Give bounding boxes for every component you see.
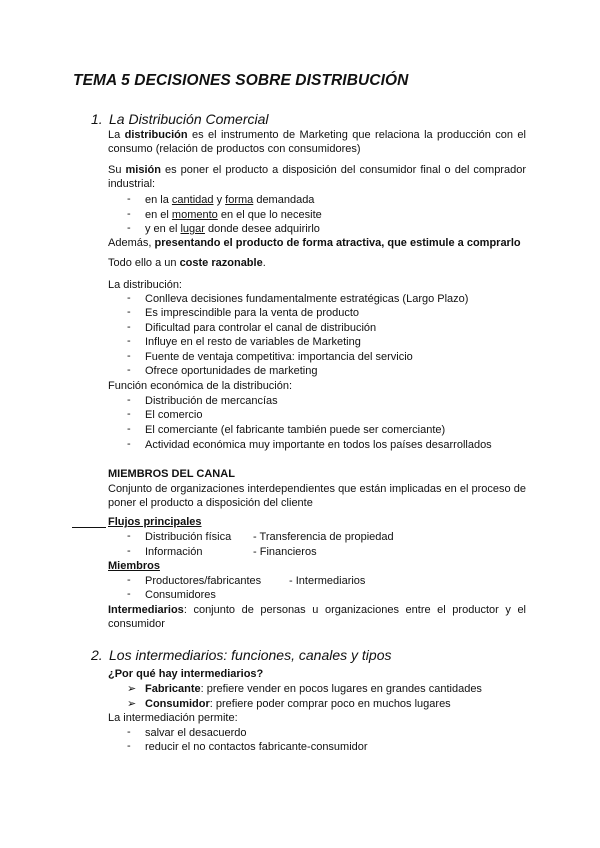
section-2-heading: Los intermediarios: funciones, canales y tipos <box>109 647 392 663</box>
funcion-item: Actividad económica muy importante en todos los países desarrollados <box>145 439 492 451</box>
funcion-item: El comercio <box>145 409 203 421</box>
mision-item: y en el lugar donde desee adquirirlo <box>145 223 320 235</box>
section-2-number: 2. <box>91 647 103 663</box>
miembros-item: Productores/fabricantes <box>145 575 262 587</box>
dash-bullet: - <box>127 306 131 318</box>
intermediarios-question: ¿Por qué hay intermediarios? <box>108 668 264 680</box>
flujos-underline-lead <box>72 527 106 528</box>
dash-bullet: - <box>127 545 131 557</box>
arrow-item: Fabricante: prefiere vender en pocos lugares en grandes cantidades <box>145 683 482 695</box>
distribucion-item: Conlleva decisiones fundamentalmente estratégicas (Largo Plazo) <box>145 293 469 305</box>
dash-bullet: - <box>127 222 131 234</box>
funcion-item: El comerciante (el fabricante también puede ser comerciante) <box>145 424 446 436</box>
flujos-item: - Financieros <box>253 546 317 558</box>
miembros-heading: MIEMBROS DEL CANAL <box>108 468 235 480</box>
dash-bullet: - <box>127 208 131 220</box>
dash-bullet: - <box>127 350 131 362</box>
funcion-item: Distribución de mercancías <box>145 395 278 407</box>
distribucion-item: Influye en el resto de variables de Marketing <box>145 336 361 348</box>
dash-bullet: - <box>127 740 131 752</box>
flujos-item: - Transferencia de propiedad <box>253 531 394 543</box>
miembros-subheading: Miembros <box>108 560 160 572</box>
dash-bullet: - <box>127 394 131 406</box>
flujos-item: Distribución física <box>145 531 232 543</box>
dash-bullet: - <box>127 321 131 333</box>
mision-item: en la cantidad y forma demandada <box>145 194 315 206</box>
funcion-intro: Función económica de la distribución: <box>108 380 293 392</box>
arrow-bullet-icon: ➢ <box>127 698 137 710</box>
flujos-heading: Flujos principales <box>108 516 202 528</box>
miembros-item: Consumidores <box>145 589 216 601</box>
mision-item: en el momento en el que lo necesite <box>145 209 322 221</box>
dash-bullet: - <box>127 292 131 304</box>
dash-bullet: - <box>127 335 131 347</box>
coste-line: Todo ello a un coste razonable. <box>108 257 266 269</box>
distribucion-item: Ofrece oportunidades de marketing <box>145 365 318 377</box>
flujos-item: Información <box>145 546 203 558</box>
dash-bullet: - <box>127 438 131 450</box>
permite-item: salvar el desacuerdo <box>145 727 247 739</box>
miembros-item: - Intermediarios <box>289 575 366 587</box>
miembros-definition: Conjunto de organizaciones interdependientes que están implicadas en el proceso de poner el producto a disposición del cliente <box>108 483 526 509</box>
permite-item: reducir el no contactos fabricante-consumidor <box>145 741 368 753</box>
page-title: TEMA 5 DECISIONES SOBRE DISTRIBUCIÓN <box>73 72 409 89</box>
distribution-definition: La distribución es el instrumento de Marketing que relaciona la producción con el consumo (relación de productos con consumidores) <box>108 129 526 155</box>
section-1-heading: La Distribución Comercial <box>109 111 269 127</box>
dash-bullet: - <box>127 423 131 435</box>
arrow-bullet-icon: ➢ <box>127 683 137 695</box>
section-1-number: 1. <box>91 111 103 127</box>
dash-bullet: - <box>127 408 131 420</box>
mision-paragraph: Su misión es poner el producto a disposición del consumidor final o del comprador industrial: <box>108 164 526 190</box>
intermediarios-definition: Intermediarios: conjunto de personas u organizaciones entre el productor y el consumidor <box>108 604 526 630</box>
dash-bullet: - <box>127 530 131 542</box>
arrow-item: Consumidor: prefiere poder comprar poco en muchos lugares <box>145 698 451 710</box>
permite-intro: La intermediación permite: <box>108 712 238 724</box>
distribucion-intro: La distribución: <box>108 279 182 291</box>
dash-bullet: - <box>127 574 131 586</box>
ademas-line: Además, presentando el producto de forma atractiva, que estimule a comprarlo <box>108 237 521 249</box>
dash-bullet: - <box>127 588 131 600</box>
dash-bullet: - <box>127 364 131 376</box>
distribucion-item: Es imprescindible para la venta de producto <box>145 307 360 319</box>
distribucion-item: Fuente de ventaja competitiva: importancia del servicio <box>145 351 413 363</box>
distribucion-item: Dificultad para controlar el canal de distribución <box>145 322 377 334</box>
dash-bullet: - <box>127 726 131 738</box>
dash-bullet: - <box>127 193 131 205</box>
